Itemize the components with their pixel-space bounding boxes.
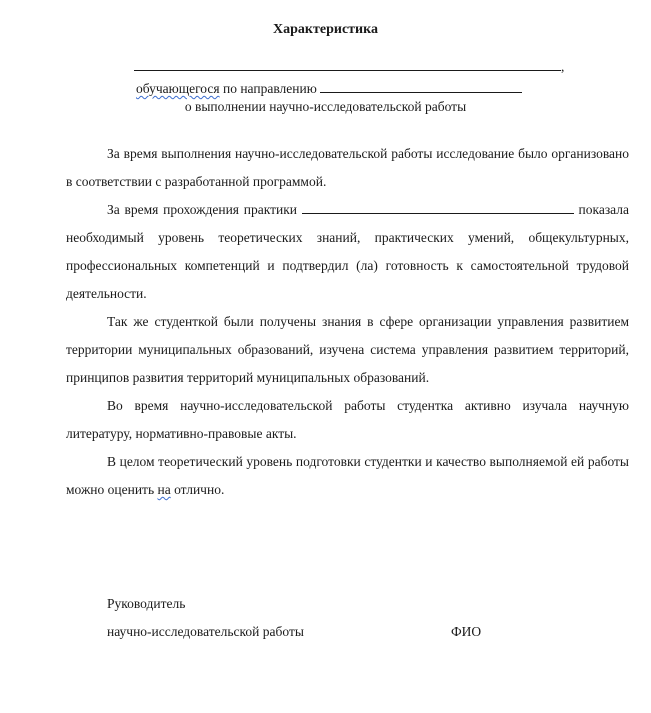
header-comma: ,: [561, 59, 565, 74]
paragraph-1: За время выполнения научно-исследовательской работы исследование было организовано в соответствии с разработанной программой.: [66, 146, 629, 189]
paragraph-2-rest: показала необходимый уровень теоретических знаний, практических умений, общекультурных, профессиональных компетенций и подтвердил (ла) готовность к самостоятельной трудовой деятельности.: [66, 202, 630, 301]
paragraph-5-end: отлично.: [170, 482, 225, 497]
document-body: [66, 140, 629, 504]
practice-blank: [302, 201, 574, 214]
signature-role-line2: научно-исследовательской работы: [107, 624, 304, 639]
student-name-blank: [134, 58, 561, 71]
header-line-direction: [136, 80, 522, 97]
paragraph-4: Во время научно-исследовательской работы студентка активно изучала научную литературу, нормативно-правовые акты.: [66, 398, 629, 441]
paragraph-3: Так же студенткой были получены знания в сфере организации управления развитием территории муниципальных образований, изучена система управления развитием территорий, принципов развития территорий муниципальных образований.: [66, 314, 629, 385]
document-title: Характеристика: [273, 22, 378, 37]
header-subtitle: о выполнении научно-исследовательской работы: [184, 99, 467, 114]
direction-label: по направлению: [219, 81, 321, 96]
signature-name: ФИО: [451, 624, 482, 639]
paragraph-2-start: За время прохождения практики: [107, 202, 302, 217]
paragraph-5-start: В целом теоретический уровень подготовки студентки и качество выполняемой ей работы можно оценить: [66, 454, 629, 497]
paragraph-5: [66, 448, 629, 504]
direction-blank: [320, 80, 522, 93]
header-line-name: [134, 58, 564, 75]
paragraph-5-wavy-word: на: [157, 482, 171, 497]
signature-role-line1: Руководитель: [107, 596, 186, 611]
paragraph-2: [66, 196, 629, 308]
student-word: обучающегося: [136, 81, 220, 96]
